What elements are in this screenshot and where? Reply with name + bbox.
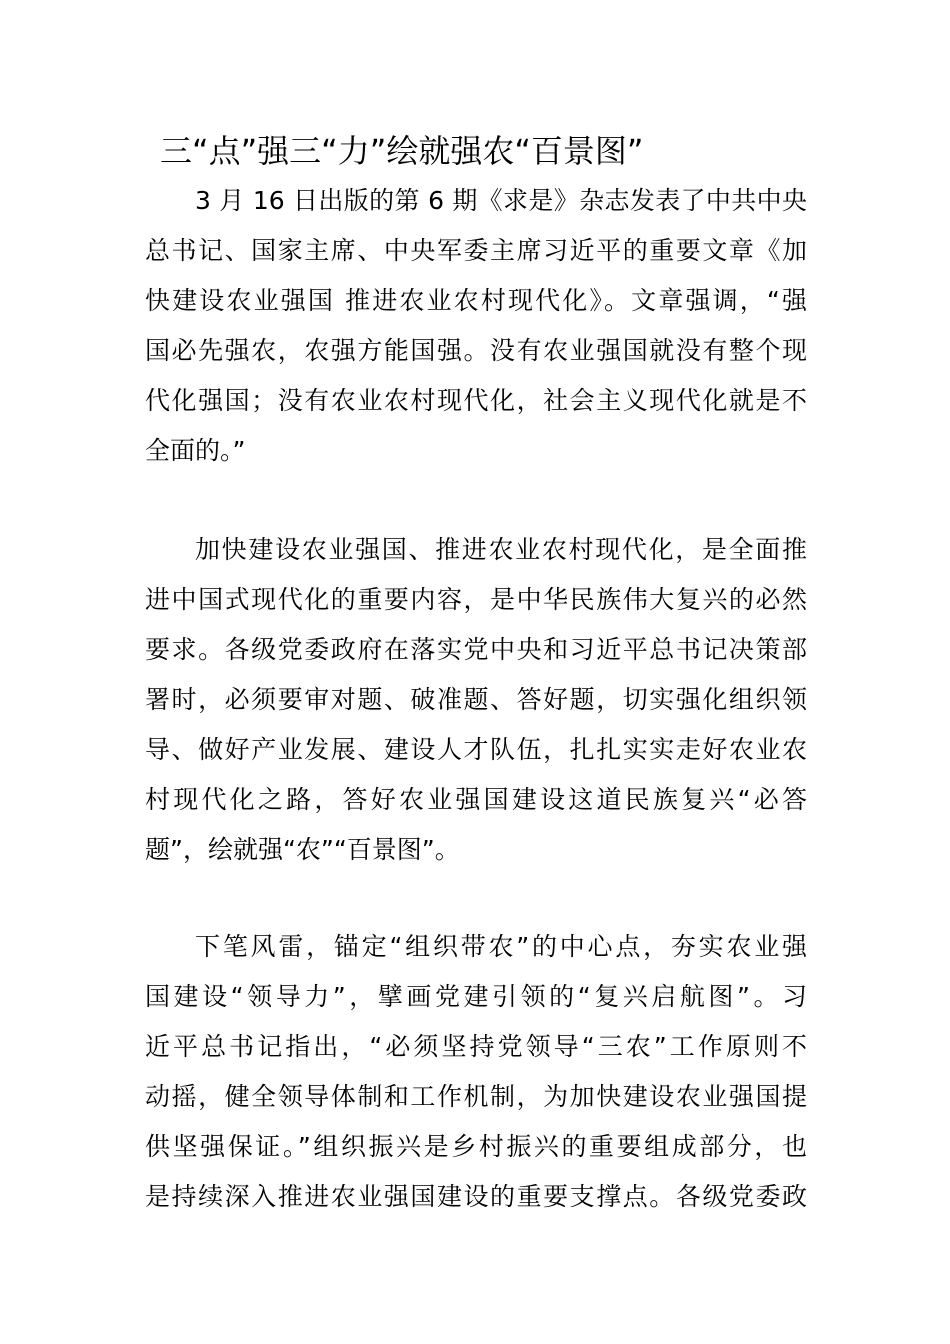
paragraph-2-line-3: 要求。各级党委政府在落实党中央和习近平总书记决策部 (145, 635, 807, 664)
paragraph-3-line-4: 动摇，健全领导体制和工作机制，为加快建设农业强国提 (145, 1082, 807, 1111)
paragraph-2-line-5: 导、做好产业发展、建设人才队伍，扎扎实实走好农业农 (145, 735, 807, 764)
document-title: 三“点”强三“力”绘就强农“百景图” (160, 132, 644, 170)
paragraph-3-line-1: 下笔风雷，锚定“组织带农”的中心点，夯实农业强 (195, 932, 807, 961)
paragraph-2-line-4: 署时，必须要审对题、破准题、答好题，切实强化组织领 (145, 685, 807, 714)
paragraph-2-line-1: 加快建设农业强国、推进农业农村现代化，是全面推 (195, 535, 807, 564)
paragraph-1-line-6: 全面的。” (145, 436, 246, 465)
paragraph-2-line-7: 题”，绘就强“农”“百景图”。 (145, 835, 460, 864)
paragraph-2-line-6: 村现代化之路，答好农业强国建设这道民族复兴“必答 (145, 785, 807, 814)
paragraph-1-line-4: 国必先强农，农强方能国强。没有农业强国就没有整个现 (145, 336, 807, 365)
paragraph-2-line-2: 进中国式现代化的重要内容，是中华民族伟大复兴的必然 (145, 585, 807, 614)
paragraph-3-line-2: 国建设“领导力”，擘画党建引领的“复兴启航图”。习 (145, 982, 807, 1011)
paragraph-3-line-3: 近平总书记指出，“必须坚持党领导“三农”工作原则不 (145, 1032, 807, 1061)
paragraph-1-line-3: 快建设农业强国 推进农业农村现代化》。文章强调，“强 (145, 286, 807, 315)
paragraph-3-line-5: 供坚强保证。”组织振兴是乡村振兴的重要组成部分，也 (145, 1132, 807, 1161)
paragraph-3-line-6: 是持续深入推进农业强国建设的重要支撑点。各级党委政 (145, 1182, 807, 1211)
paragraph-1-line-2: 总书记、国家主席、中央军委主席习近平的重要文章《加 (145, 236, 807, 265)
paragraph-1-line-5: 代化强国；没有农业农村现代化，社会主义现代化就是不 (145, 386, 807, 415)
paragraph-1-line-1: 3 月 16 日出版的第 6 期《求是》杂志发表了中共中央 (195, 186, 807, 215)
